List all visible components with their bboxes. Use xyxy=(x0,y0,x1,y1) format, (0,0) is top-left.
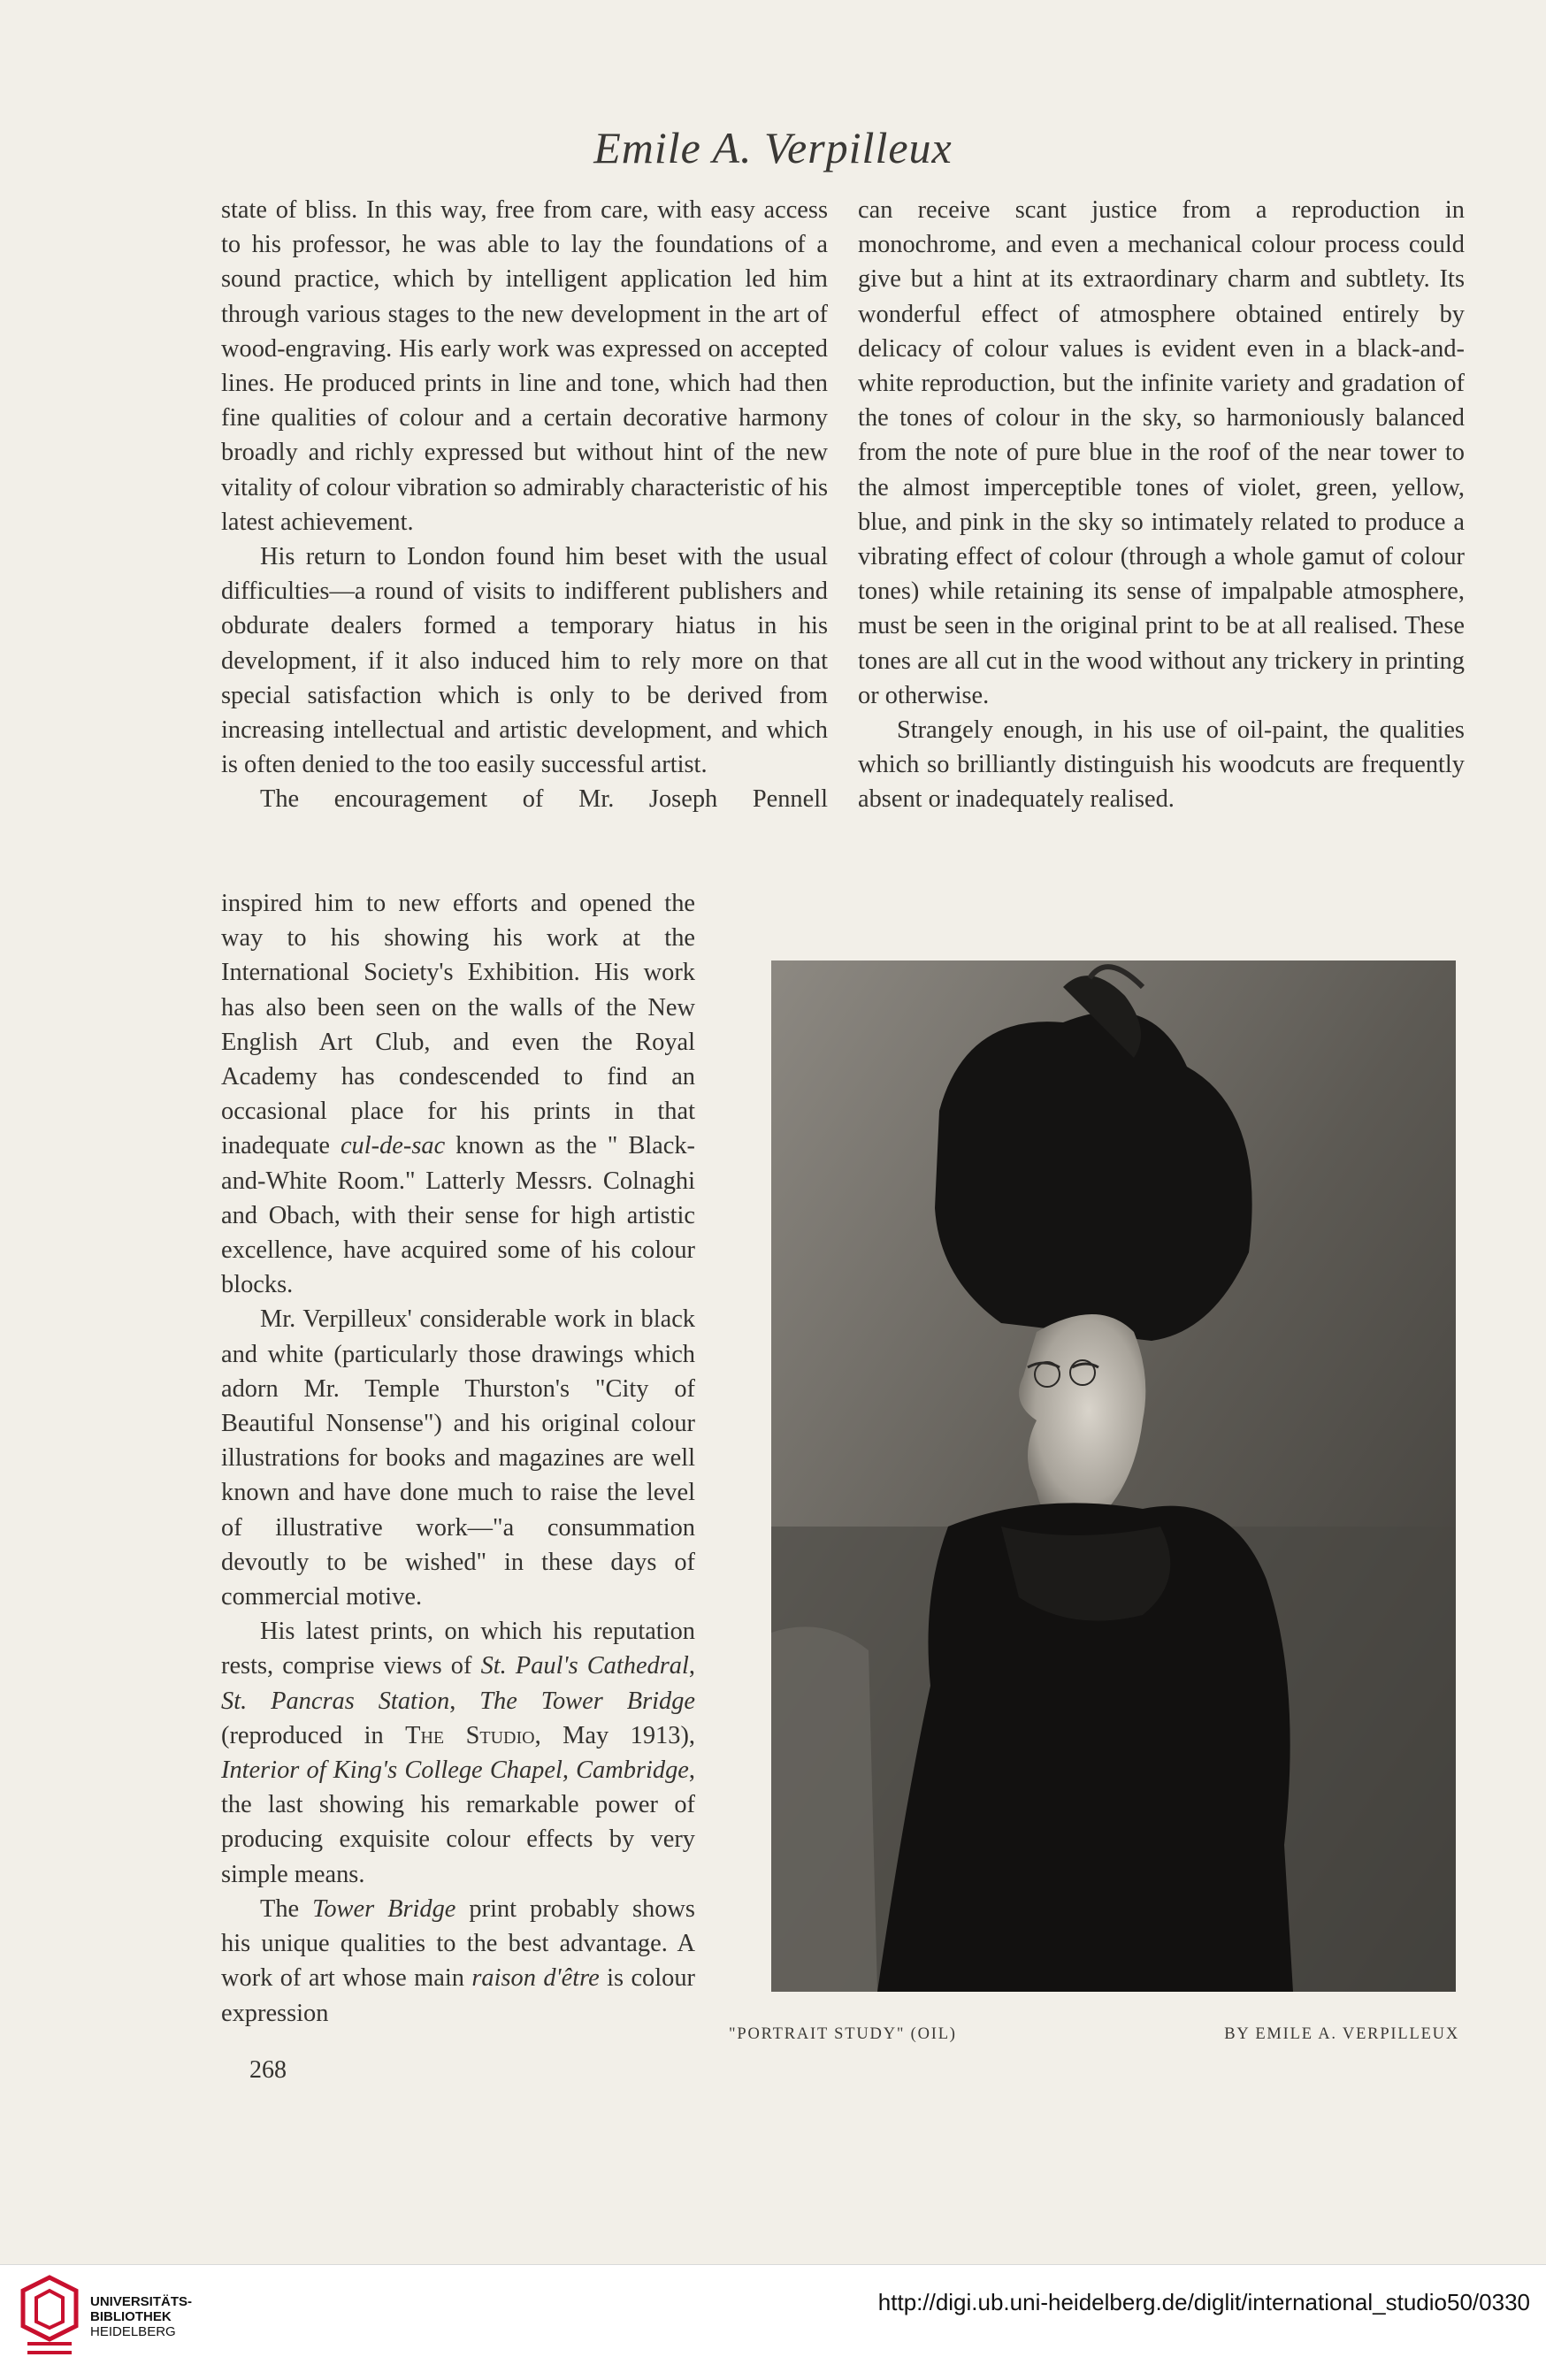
viewer-footer xyxy=(0,2264,1546,2380)
paragraph: Mr. Verpilleux' considerable work in black and white (particularly those drawings which adorn Mr. Temple Thurston's "City of Beautiful Nonsense") and his original colour illustrations for books and magazines are well known and have done much to raise the level of illustrative work—"a consummation devoutly to be wished" in these days of commercial motive. xyxy=(221,1305,695,1611)
portrait-study-plate xyxy=(771,960,1456,1992)
paragraph: His return to London found him beset with the usual difficulties—a round of visits to indifferent publishers and obdurate dealers formed a temporary hiatus in his development, if it also induced him to rely more on that special satisfaction which is only to be derived from increasing intellectual and artistic development, and which is often denied to the too easily successful artist. xyxy=(221,543,828,779)
running-head: Emile A. Verpilleux xyxy=(593,123,953,172)
paragraph: The encouragement of Mr. Joseph Pennell xyxy=(260,785,828,814)
left-column-top xyxy=(221,193,828,817)
paragraph: inspired him to new efforts and opened the way to his showing his work at the International Society's Exhibition. His work has also been seen on the walls of the New English Art Club, and even the Royal Academy has condescended to find an occasional place for his prints in that inadequate cul-de-sac known as the " Black-and-White Room." Latterly Messrs. Colnaghi and Obach, with their sense for high artistic excellence, have acquired some of his colour blocks. xyxy=(221,890,695,1299)
left-column-narrow xyxy=(221,886,695,2031)
source-url-link[interactable]: http://digi.ub.uni-heidelberg.de/diglit/international_studio50/0330 xyxy=(877,2289,1530,2315)
right-column xyxy=(858,193,1465,817)
page-number: 268 xyxy=(249,2056,287,2084)
paragraph: state of bliss. In this way, free from care, with easy access to his professor, he was able to lay the foundations of a sound practice, which by intelligent application led him through various stages to the new development in the art of wood-engraving. His early work was expressed on accepted lines. He produced prints in line and tone, which had then fine qualities of colour and a certain decorative harmony broadly and richly expressed but without hint of the new vitality of colour vibration so admirably characteristic of his latest achievement. xyxy=(221,196,828,536)
university-library-logo-icon xyxy=(14,2273,85,2370)
paragraph: His latest prints, on which his reputation rests, comprise views of St. Paul's Cathedral, St. Pancras Station, The Tower Bridge (reproduced in The Studio, May 1913), Interior of King's College Chapel, Cambridge, the last showing his remarkable power of producing exquisite colour effects by very simple means. xyxy=(221,1618,695,1888)
portrait-painting xyxy=(771,960,1456,1992)
library-name: UNIVERSITÄTS- BIBLIOTHEK HEIDELBERG xyxy=(90,2294,193,2339)
paragraph: can receive scant justice from a reproduction in monochrome, and even a mechanical colour process could give but a hint at its extraordinary charm and subtlety. Its wonderful effect of atmosphere obtained entirely by delicacy of colour values is evident even in a black-and-white reproduction, but the infinite variety and gradation of the tones of colour in the sky, so harmoniously balanced from the note of pure blue in the roof of the near tower to the almost imperceptible tones of violet, green, yellow, blue, and pink in the sky so intimately related to produce a vibrating effect of colour (through a whole gamut of colour tones) while retaining its sense of impalpable atmosphere, must be seen in the original print to be at all realised. These tones are all cut in the wood without any trickery in printing or otherwise. xyxy=(858,196,1465,709)
plate-caption xyxy=(729,2025,1459,2044)
caption-title: "PORTRAIT STUDY" (OIL) xyxy=(729,2025,957,2043)
caption-credit: BY EMILE A. VERPILLEUX xyxy=(1224,2025,1459,2043)
paragraph: Strangely enough, in his use of oil-paint, the qualities which so brilliantly distinguish his woodcuts are frequently absent or inadequately realised. xyxy=(858,716,1465,814)
paragraph: The Tower Bridge print probably shows his unique qualities to the best advantage. A work of art whose main raison d'être is colour expression xyxy=(221,1894,695,2027)
